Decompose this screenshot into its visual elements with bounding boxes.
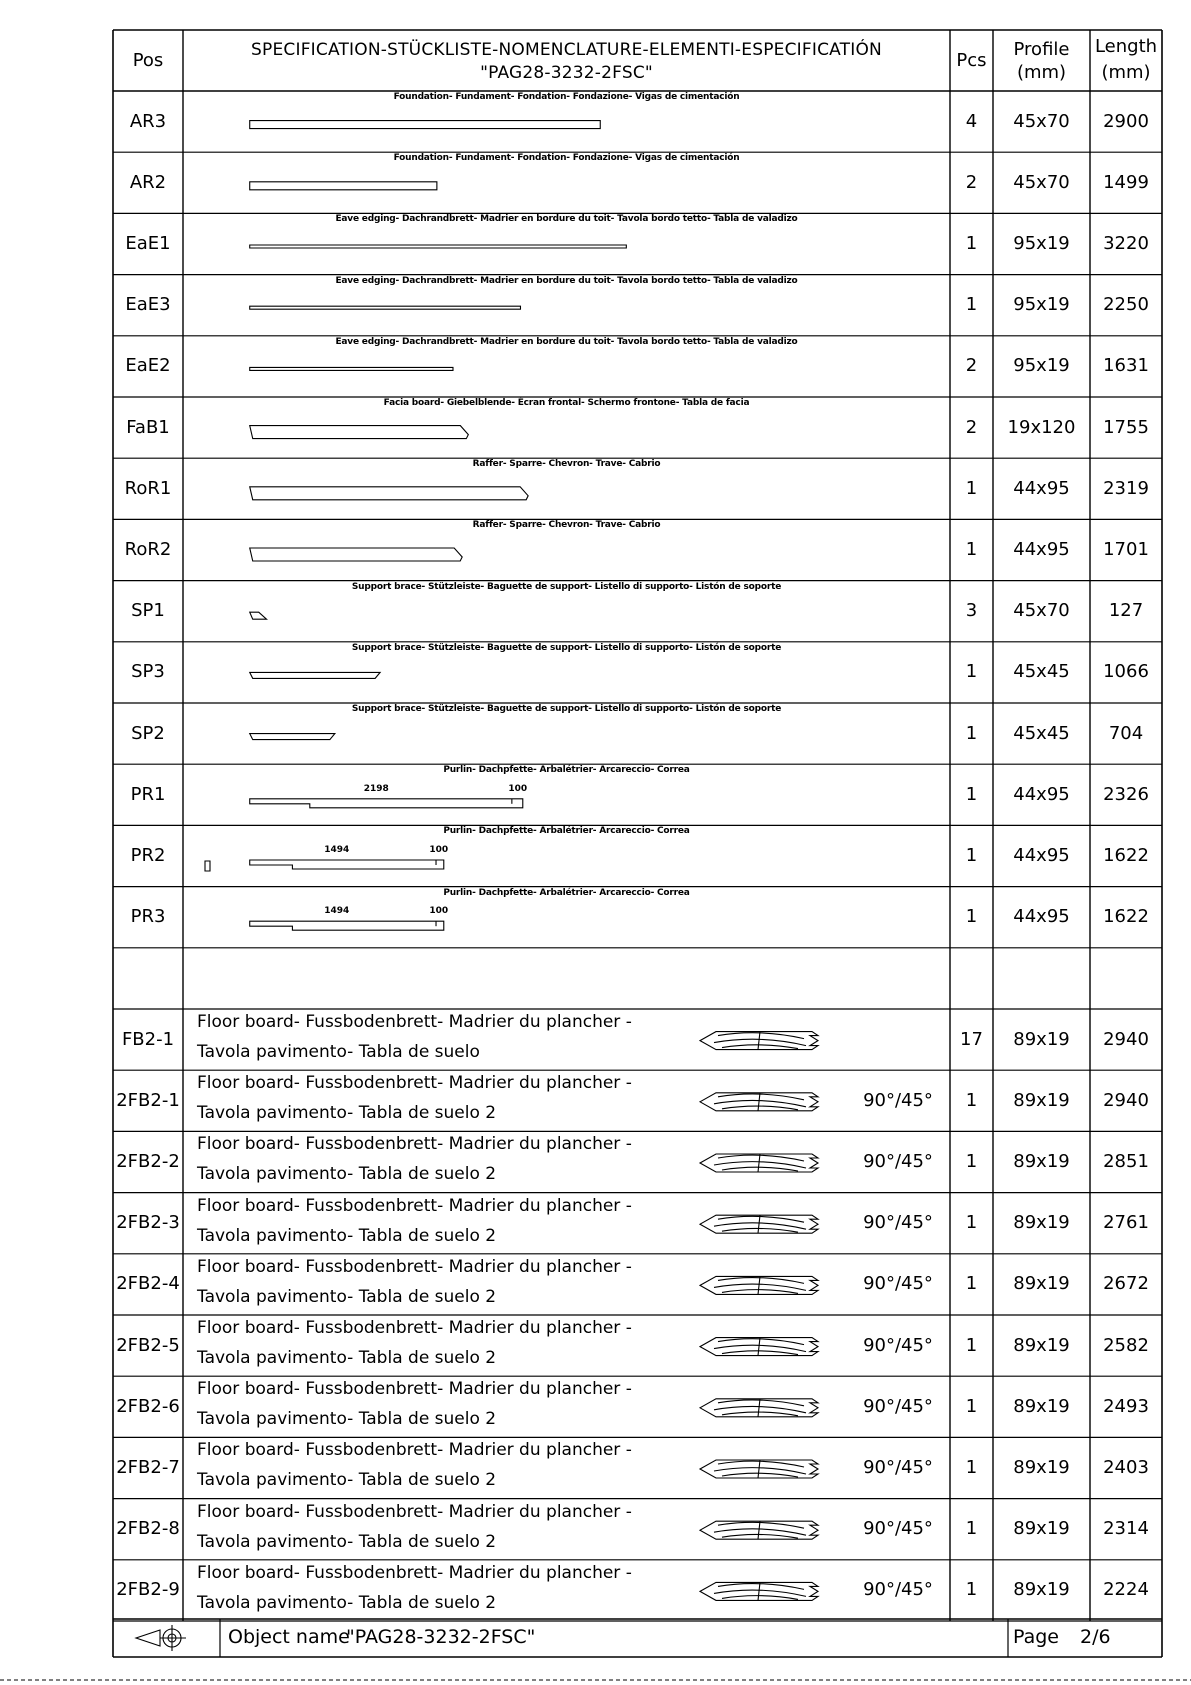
part-pcs: 1	[965, 539, 978, 560]
floor-pos: 2FB2-4	[116, 1273, 180, 1295]
part-sketch	[250, 734, 335, 740]
part-pos: PR2	[130, 845, 166, 866]
part-pcs: 2	[965, 355, 978, 377]
part-sketch	[250, 182, 437, 190]
floor-angle: 90°/45°	[863, 1457, 933, 1478]
floor-desc-line1: Floor board- Fussbodenbrett- Madrier du plancher -	[197, 1379, 632, 1400]
grain-line	[722, 1412, 798, 1416]
floor-profile: 89x19	[1013, 1273, 1070, 1295]
floor-profile: 89x19	[1013, 1457, 1070, 1478]
floor-length: 2851	[1103, 1151, 1149, 1172]
floor-length: 2940	[1103, 1089, 1149, 1111]
grain-line	[758, 1093, 760, 1111]
part-length: 704	[1108, 722, 1144, 744]
part-pcs: 4	[965, 110, 978, 132]
dimension-label: 100	[429, 845, 449, 855]
grain-line	[722, 1167, 798, 1171]
part-pcs: 1	[965, 233, 978, 254]
part-sketch	[250, 487, 528, 500]
floor-pcs: 1	[965, 1089, 978, 1111]
grain-line	[758, 1215, 760, 1233]
page-label: Page	[1013, 1626, 1059, 1648]
part-length: 1631	[1103, 355, 1149, 377]
floor-profile: 89x19	[1013, 1212, 1070, 1234]
floor-pos: 2FB2-5	[116, 1334, 180, 1356]
floor-length: 2314	[1103, 1518, 1149, 1540]
part-length: 2319	[1103, 477, 1149, 499]
floor-desc-line2: Tavola pavimento- Tabla de suelo	[197, 1042, 480, 1062]
part-sketch	[250, 860, 444, 869]
floor-pos: 2FB2-6	[116, 1395, 180, 1417]
part-sketch	[250, 921, 444, 930]
floor-desc-line1: Floor board- Fussbodenbrett- Madrier du plancher -	[197, 1195, 632, 1216]
part-pos: SP2	[131, 722, 165, 744]
part-pos: RoR2	[124, 539, 172, 560]
grain-line	[722, 1228, 798, 1232]
part-sketch	[250, 306, 521, 309]
floor-desc-line1: Floor board- Fussbodenbrett- Madrier du plancher -	[197, 1073, 632, 1094]
floor-desc-line2: Tavola pavimento- Tabla de suelo 2	[197, 1103, 497, 1124]
floor-pos: 2FB2-7	[116, 1457, 180, 1478]
part-profile: 44x95	[1013, 845, 1070, 866]
part-sketch	[250, 548, 462, 561]
part-profile: 45x70	[1013, 600, 1070, 622]
part-sketch	[250, 612, 267, 619]
part-profile: 45x45	[1013, 661, 1070, 683]
floor-desc-line1: Floor board- Fussbodenbrett- Madrier du plancher -	[197, 1012, 632, 1032]
part-pcs: 1	[965, 845, 978, 866]
part-sketch	[250, 672, 380, 678]
header-title-line1: SPECIFICATION-STÜCKLISTE-NOMENCLATURE-ELEMENTI-ESPECIFICATIÓN	[251, 40, 882, 60]
floor-angle: 90°/45°	[863, 1518, 933, 1540]
floor-profile: 89x19	[1013, 1395, 1070, 1417]
dimension-label: 100	[508, 783, 528, 794]
floor-desc-line2: Tavola pavimento- Tabla de suelo 2	[197, 1409, 497, 1430]
part-label: Support brace- Stützleiste- Baguette de support- Listello di supporto- Listón de soporte	[351, 642, 782, 653]
part-pos: AR2	[129, 171, 167, 193]
floor-angle: 90°/45°	[863, 1089, 933, 1111]
floor-angle: 90°/45°	[863, 1273, 933, 1295]
floor-angle: 90°/45°	[863, 1395, 933, 1417]
part-length: 3220	[1103, 233, 1149, 254]
floor-desc-line1: Floor board- Fussbodenbrett- Madrier du plancher -	[197, 1318, 632, 1338]
floor-desc-line1: Floor board- Fussbodenbrett- Madrier du plancher -	[197, 1562, 632, 1583]
floor-pos: 2FB2-9	[116, 1579, 180, 1601]
header-length-unit: (mm)	[1101, 62, 1151, 83]
part-length: 2250	[1103, 294, 1149, 316]
grain-line	[718, 1278, 804, 1284]
grain-line	[718, 1339, 804, 1345]
grain-line	[722, 1596, 798, 1600]
part-sketch	[250, 426, 469, 439]
part-pcs: 1	[965, 722, 978, 744]
header-profile: Profile	[1013, 39, 1070, 60]
grain-line	[718, 1461, 804, 1467]
grain-line	[758, 1460, 760, 1478]
grain-line	[718, 1033, 804, 1039]
page-number: 2/6	[1080, 1626, 1111, 1648]
floor-length: 2672	[1103, 1273, 1149, 1295]
part-profile: 95x19	[1013, 294, 1070, 316]
floor-length: 2493	[1103, 1395, 1149, 1417]
floor-profile: 89x19	[1013, 1579, 1070, 1601]
part-label: Eave edging- Dachrandbrett- Madrier en bordure du toit- Tavola bordo tetto- Tabla de valadizo	[335, 336, 798, 347]
floor-pcs: 1	[965, 1151, 978, 1172]
floor-desc-line2: Tavola pavimento- Tabla de suelo 2	[197, 1470, 497, 1491]
grain-line	[722, 1045, 798, 1049]
floor-pcs: 1	[965, 1212, 978, 1234]
part-pcs: 1	[965, 783, 978, 805]
part-pos: EaE1	[125, 233, 171, 254]
grain-line	[718, 1400, 804, 1406]
part-profile: 44x95	[1013, 783, 1070, 805]
part-pos: SP3	[131, 661, 165, 683]
grain-line	[722, 1290, 798, 1294]
part-pos: EaE2	[125, 355, 171, 377]
floor-profile: 89x19	[1013, 1028, 1070, 1050]
grain-line	[758, 1582, 760, 1600]
floor-pcs: 1	[965, 1273, 978, 1295]
part-label: Support brace- Stützleiste- Baguette de support- Listello di supporto- Listón de soporte	[351, 704, 782, 714]
part-profile: 19x120	[1007, 416, 1076, 438]
floor-pcs: 1	[965, 1334, 978, 1356]
part-profile: 45x70	[1013, 171, 1070, 193]
header-pos: Pos	[132, 50, 164, 71]
part-label: Purlin- Dachpfette- Arbalétrier- Arcareccio- Correa	[443, 765, 690, 776]
part-length: 1622	[1103, 845, 1149, 866]
part-length: 1755	[1103, 416, 1149, 438]
floor-pcs: 1	[965, 1457, 978, 1478]
floor-desc-line1: Floor board- Fussbodenbrett- Madrier du plancher -	[197, 1501, 632, 1522]
grain-line	[722, 1534, 798, 1538]
part-profile: 45x70	[1013, 110, 1070, 132]
floor-desc-line1: Floor board- Fussbodenbrett- Madrier du plancher -	[197, 1256, 632, 1277]
grain-line	[758, 1399, 760, 1417]
part-pcs: 2	[965, 171, 978, 193]
part-label: Foundation- Fundament- Fondation- Fondazione- Vigas de cimentación	[393, 92, 740, 102]
dimension-label: 1494	[324, 906, 350, 917]
part-profile: 45x45	[1013, 722, 1070, 744]
grain-line	[758, 1032, 760, 1050]
part-length: 2326	[1103, 783, 1149, 805]
header-pcs: Pcs	[956, 50, 987, 71]
grain-line	[758, 1521, 760, 1539]
grain-line	[718, 1155, 804, 1161]
part-sketch	[250, 367, 453, 370]
part-label: Facia board- Giebelblende- Écran frontal- Schermo frontone- Tabla de facia	[383, 398, 750, 408]
floor-angle: 90°/45°	[863, 1212, 933, 1234]
part-label: Support brace- Stützleiste- Baguette de support- Listello di supporto- Listón de soporte	[351, 581, 782, 592]
floor-angle: 90°/45°	[863, 1151, 933, 1172]
part-profile: 44x95	[1013, 539, 1070, 560]
floor-pcs: 17	[960, 1028, 983, 1050]
floor-angle: 90°/45°	[863, 1334, 933, 1356]
object-name-value: "PAG28-3232-2FSC"	[346, 1626, 536, 1648]
part-length: 1066	[1103, 661, 1149, 683]
part-pcs: 1	[965, 661, 978, 683]
part-label: Foundation- Fundament- Fondation- Fondazione- Vigas de cimentación	[393, 153, 740, 164]
grain-line	[722, 1351, 798, 1355]
part-pos: RoR1	[124, 477, 172, 499]
dimension-label: 2198	[363, 783, 389, 794]
part-pos: AR3	[129, 110, 167, 132]
grain-line	[722, 1106, 798, 1110]
floor-pcs: 1	[965, 1579, 978, 1601]
grain-line	[718, 1522, 804, 1528]
floor-desc-line2: Tavola pavimento- Tabla de suelo 2	[197, 1592, 497, 1613]
part-pos: PR1	[130, 783, 166, 805]
floor-length: 2761	[1103, 1212, 1149, 1234]
floor-pos: 2FB2-1	[116, 1089, 180, 1111]
object-name-label: Object name	[228, 1626, 350, 1648]
header-length: Length	[1094, 36, 1158, 57]
part-pos: PR3	[130, 906, 166, 928]
grain-line	[722, 1473, 798, 1477]
part-pos: EaE3	[125, 294, 171, 316]
part-profile: 95x19	[1013, 355, 1070, 377]
floor-desc-line2: Tavola pavimento- Tabla de suelo 2	[197, 1164, 497, 1185]
part-label: Purlin- Dachpfette- Arbalétrier- Arcareccio- Correa	[443, 826, 690, 837]
dimension-label: 1494	[324, 845, 350, 855]
floor-profile: 89x19	[1013, 1334, 1070, 1356]
grain-line	[758, 1338, 760, 1356]
part-label: Raffer- Sparre- Chevron- Trave- Cabrio	[472, 520, 661, 531]
floor-pos: 2FB2-3	[116, 1212, 180, 1234]
floor-angle: 90°/45°	[863, 1579, 933, 1601]
part-pcs: 1	[965, 294, 978, 316]
part-profile: 44x95	[1013, 906, 1070, 928]
floor-desc-line2: Tavola pavimento- Tabla de suelo 2	[197, 1225, 497, 1246]
header-title-line2: "PAG28-3232-2FSC"	[480, 63, 653, 83]
projection-symbol-icon	[160, 1625, 186, 1651]
part-label: Raffer- Sparre- Chevron- Trave- Cabrio	[472, 459, 661, 470]
floor-desc-line2: Tavola pavimento- Tabla de suelo 2	[197, 1531, 497, 1552]
part-length: 1499	[1103, 171, 1149, 193]
floor-pos: 2FB2-8	[116, 1518, 180, 1540]
grain-line	[758, 1154, 760, 1172]
header-profile-unit: (mm)	[1016, 62, 1067, 83]
part-sketch	[250, 245, 627, 248]
floor-desc-line1: Floor board- Fussbodenbrett- Madrier du plancher -	[197, 1134, 632, 1155]
part-profile: 95x19	[1013, 233, 1070, 254]
part-pcs: 1	[965, 906, 978, 928]
part-length: 2900	[1103, 110, 1149, 132]
part-pcs: 1	[965, 477, 978, 499]
floor-desc-line1: Floor board- Fussbodenbrett- Madrier du plancher -	[197, 1440, 632, 1461]
part-label: Purlin- Dachpfette- Arbalétrier- Arcareccio- Correa	[443, 887, 690, 898]
part-length: 127	[1108, 600, 1144, 622]
part-pcs: 2	[965, 416, 978, 438]
floor-profile: 89x19	[1013, 1518, 1070, 1540]
grain-line	[718, 1584, 804, 1590]
floor-profile: 89x19	[1013, 1089, 1070, 1111]
part-length: 1701	[1103, 539, 1149, 560]
floor-desc-line2: Tavola pavimento- Tabla de suelo 2	[197, 1348, 497, 1368]
floor-length: 2224	[1103, 1579, 1149, 1601]
floor-length: 2940	[1103, 1028, 1149, 1050]
grain-line	[758, 1276, 760, 1294]
dimension-label: 100	[429, 906, 449, 917]
grain-line	[718, 1094, 804, 1100]
grain-line	[718, 1216, 804, 1222]
part-pos: FaB1	[126, 416, 170, 438]
floor-pos: 2FB2-2	[116, 1151, 180, 1172]
projection-symbol-icon	[136, 1630, 160, 1646]
part-pcs: 3	[965, 600, 978, 622]
floor-profile: 89x19	[1013, 1151, 1070, 1172]
part-pos: SP1	[131, 600, 165, 622]
floor-pcs: 1	[965, 1395, 978, 1417]
part-label: Eave edging- Dachrandbrett- Madrier en bordure du toit- Tavola bordo tetto- Tabla de valadizo	[335, 275, 798, 286]
part-profile: 44x95	[1013, 477, 1070, 499]
floor-length: 2582	[1103, 1334, 1149, 1356]
part-sketch	[250, 799, 523, 808]
floor-pos: FB2-1	[121, 1028, 175, 1050]
part-length: 1622	[1103, 906, 1149, 928]
floor-pcs: 1	[965, 1518, 978, 1540]
part-label: Eave edging- Dachrandbrett- Madrier en bordure du toit- Tavola bordo tetto- Tabla de valadizo	[335, 214, 798, 225]
floor-length: 2403	[1103, 1457, 1149, 1478]
part-sketch	[250, 121, 601, 129]
cross-section-icon	[205, 861, 210, 871]
floor-desc-line2: Tavola pavimento- Tabla de suelo 2	[197, 1286, 497, 1307]
